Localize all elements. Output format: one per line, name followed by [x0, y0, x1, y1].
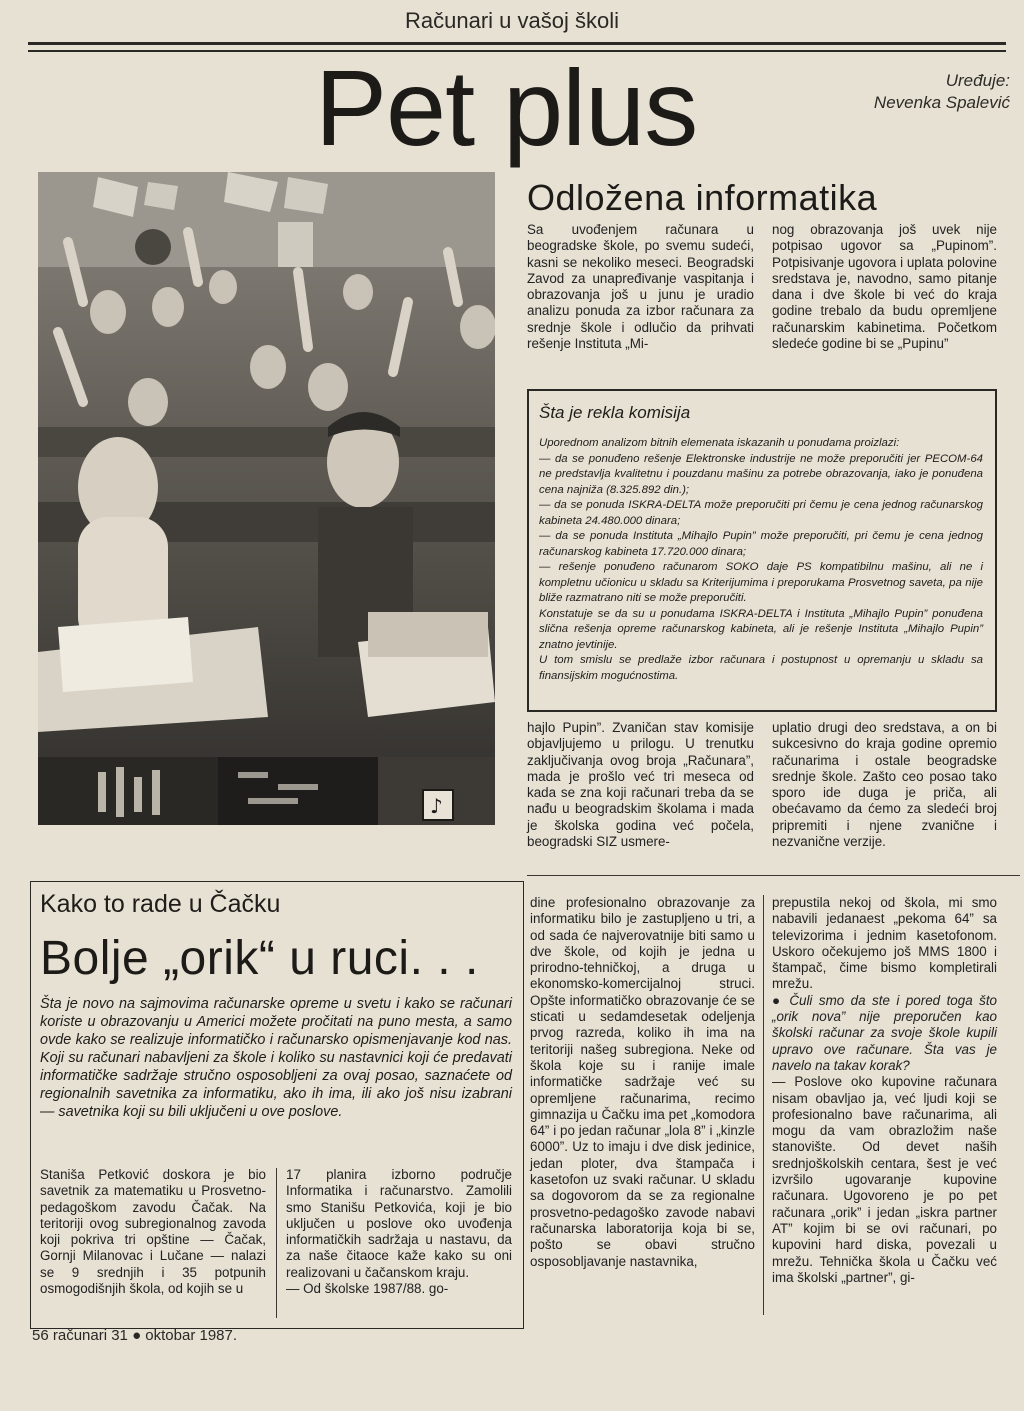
article-headline: Odložena informatika	[527, 177, 878, 218]
article-col-3: hajlo Pupin”. Zvaničan stav komisije objavljujemo u prilogu. U trenutku zaključivanja ovog broja „Računara”, mada je prošlo već tri meseca od kada se zna koji računari treba da se nađu u beogradskim školama i mada je školska godina već počela, beogradski SIZ usmere-	[527, 720, 754, 850]
masthead-title: Pet plus	[315, 47, 698, 168]
editor-credit	[820, 70, 1010, 114]
commission-box	[527, 389, 997, 712]
commission-para: — da se ponuda ISKRA-DELTA može preporučiti pri čemu je cena jednog računarskog kabineta 24.480.000 dinara;	[539, 499, 983, 527]
article-col-2: nog obrazovanja još uvek nije potpisao ugovor sa „Pupinom”. Potpisivanje ugovora i uplata polovine sredstava je, navodno, samo pitanje dana i dve škole bi već do kraja godine trebalo da budu opremljene računarskim kabinetima. Početkom sledeće godine bi se „Pupinu”	[772, 222, 997, 352]
commission-para: — rešenje ponuđeno računarom SOKO daje PS kompatibilnu mašinu, ali ne i kompletnu učionicu u skladu sa Kriterijumima i preporukama Prosvetnog saveta, pa nije bliže razmatrano niti se može preporučiti.	[539, 561, 983, 604]
section-title: Računari u vašoj školi	[405, 8, 619, 33]
article-col-1: Sa uvođenjem računara u beogradske škole, po svemu sudeći, kasni se nekoliko meseci. Beogradski Zavod za unapređivanje vaspitanja i obrazovanja još u junu je uradio analizu ponuda za izbor računara za srednje škole i odlučio da prihvati rešenje Instituta „Mi-	[527, 222, 754, 352]
article2-col-3: dine profesionalno obrazovanje za informatiku bilo je zastupljeno u tri, a od sada će najverovatnije biti samo u dve škole, od kojih je jedna u prirodno-tehničkoj, a druga u ekonomsko-komercijalnoj struci. Opšte informatičko obrazovanje će se sticati u sedamdesetak odeljenja prvog razreda, koliko ih ima na teritoriji našeg subregiona. Neke od škola koje su i ranije imale informatičke sadržaje već su opremljene računarima, recimo gimnazija u Čačku ima pet „komodora 64” i po jedan računar „lola 8” i „kinzle 6000”. Uz to imaju i dve disk jedinice, jedan ploter, dva štampača i kasetofon uz svaki računar. U skladu sa dogovorom da se za regionalne prosvetno-pedagoško zavode nabavi računarska laboratorija koja bi se, pošto se obavi stručno osposobljavanje nastavnika,	[530, 895, 755, 1269]
classroom-photo	[38, 172, 495, 825]
article2-kicker: Kako to rade u Čačku	[40, 890, 281, 918]
commission-para: — da se ponuda Instituta „Mihajlo Pupin” može preporučiti, pri čemu je cena jednog računarskog kabineta 17.720.000 dinara;	[539, 530, 983, 558]
commission-para: — da se ponuđeno rešenje Elektronske industrije ne može preporučiti jer PECOM-64 ne predstavlja kvalitetnu i pouzdanu mašinu za potrebe obrazovanja, iako je ponuđena cena najniža (8.325.892 din.);	[539, 452, 983, 496]
column-divider	[763, 895, 764, 1315]
article2-lede: Šta je novo na sajmovima računarske opreme u svetu i kako se računari koriste u obrazovanju u Americi možete pročitati na puno mesta, a samo ovde kako se realizuje informatičko i računarsko opismenjavanje kod nas. Koji su računari nabavljeni za škole i koliko su nastavnici koji će predavati informatičke sadržaje stručno osposobljeni za ovaj posao, saznaćete od regionalnih savetnika za informatiku, ako ih ima, ili ako još nisu izabrani — savetnika koji su bili uključeni u ove poslove.	[40, 996, 512, 1120]
classroom-photo-illustration	[38, 172, 495, 825]
commission-box-title: Šta je rekla komisija	[539, 403, 691, 422]
commission-para: U tom smislu se predlaže izbor računara i postupnost u opremanju u skladu sa finansijskim mogućnostima.	[539, 654, 983, 682]
commission-box-text	[539, 436, 983, 684]
column-divider	[276, 1168, 277, 1318]
editor-label: Uređuje:	[945, 71, 1010, 90]
commission-para: Uporednom analizom bitnih elemenata iskazanih u ponudama proizlazi:	[539, 437, 900, 449]
article2-col-4-text-b: — Poslove oko kupovine računara nisam obavljao ja, već ljudi koji se profesionalno bave računarima, ali mogu da vam obrazložim naše stanovište. Od devet naših srednjoškolskih centara, šest je već izvršilo ugovaranje kupovine računara. Ugovoreno je po pet računara „orik” i jedan „iskra partner AT” kojim bi se ovi računari, po kupovini hard diska, povezali u mrežu. Tehnička škola u Čačku već ima školski „partner”, gi-	[772, 1074, 997, 1285]
article-col-4: uplatio drugi deo sredstava, a on bi sukcesivno do kraja godine opremio računarima i ostale beogradske srednje škole. Zašto ceo posao tako sporo ide duga je priča, ali obećavamo da ćemo za sledeći broj pripremiti i njene zvanične i nezvanične verzije.	[772, 720, 997, 850]
article2-title: Bolje „orik“ u ruci. . .	[40, 932, 479, 985]
article2-col-2: 17 planira izborno područje Informatika i računarstvo. Zamolili smo Stanišu Petkovića, koji je bio uključen u poslove oko uvođenja informatičkih sadržaja u nastavu, da za naše čitaoce kaže kako su oni realizovani u čačanskom kraju. — Od školske 1987/88. go-	[286, 1167, 512, 1297]
article2-question: ● Čuli smo da ste i pored toga što „orik nova” nije preporučen kao školski računar za svoje škole kupili upravo ove računare. Šta vas je navelo na takav korak?	[772, 992, 997, 1073]
article2-col-1: Staniša Petković doskora je bio savetnik za matematiku u Prosvetno-pedagoškom zavodu Čačak. Na teritoriji ovog subregionalnog zavoda koji pokriva tri opštine — Čačak, Gornji Milanovac i Lučane — nalazi se 9 srednjih i 35 potpunih osmogodišnjih škola, od kojih se u	[40, 1167, 266, 1297]
page-footer: 56 računari 31 ● oktobar 1987.	[32, 1327, 238, 1344]
article-separator	[527, 875, 1020, 876]
editor-name: Nevenka Spalević	[873, 93, 1010, 112]
svg-text:♪: ♪	[430, 794, 443, 818]
article2-col-4	[772, 895, 997, 1286]
commission-para: Konstatuje se da su u ponudama ISKRA-DELTA i Instituta „Mihajlo Pupin” ponuđena slična rešenja opreme računarskog kabineta, ali je rešenje Instituta „Mihajlo Pupin” znatno jevtinije.	[539, 607, 983, 651]
article2-col-4-text-a: prepustila nekoj od škola, mi smo nabavili jedanaest „pekoma 64” sa televizorima i jednim kasetofonom. Uskoro očekujemo još MMS 1800 i štampač, čime bismo kompletirali mrežu.	[772, 895, 997, 992]
